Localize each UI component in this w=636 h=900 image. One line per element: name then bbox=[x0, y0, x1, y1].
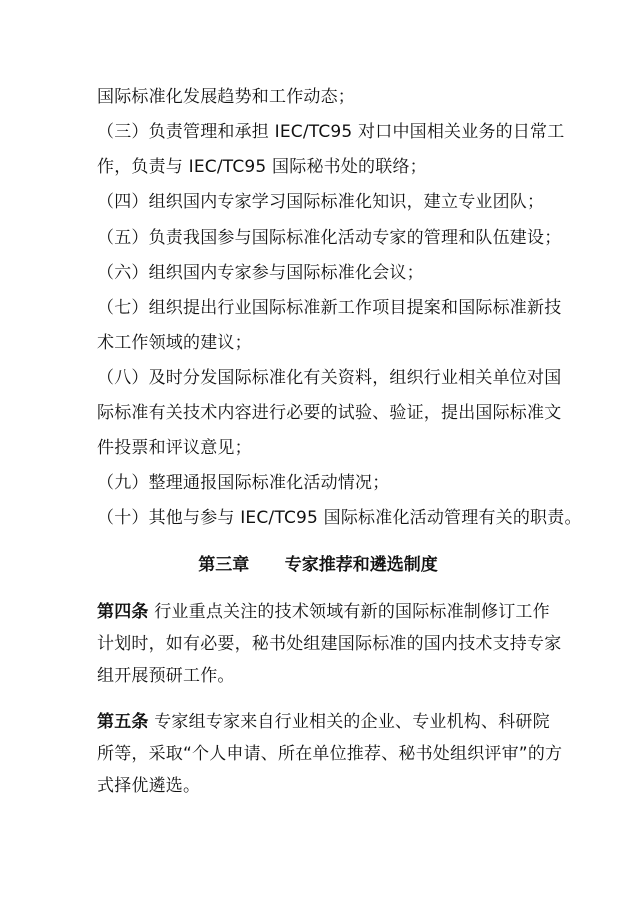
text-line-7: （七）组织提出行业国际标准新工作项目提案和国际标准新技 bbox=[97, 298, 562, 318]
article-4-label: 第四条 bbox=[97, 602, 149, 622]
article-5-line-2: 所等，采取“个人申请、所在单位推荐、秘书处组织评审”的方 bbox=[97, 744, 563, 764]
text-line-11: 件投票和评议意见； bbox=[97, 438, 252, 458]
text-line-8: 术工作领域的建议； bbox=[97, 333, 252, 353]
article-4-text-1: 行业重点关注的技术领域有新的国际标准制修订工作 bbox=[148, 602, 550, 622]
text-line-5: （五）负责我国参与国际标准化活动专家的管理和队伍建设； bbox=[97, 228, 562, 248]
text-line-6: （六）组织国内专家参与国际标准化会议； bbox=[97, 263, 424, 283]
article-4-line-1 bbox=[97, 600, 550, 624]
text-line-12: （九）整理通报国际标准化活动情况； bbox=[97, 473, 390, 493]
text-line-9: （八）及时分发国际标准化有关资料，组织行业相关单位对国 bbox=[97, 368, 562, 388]
text-line-10: 际标准有关技术内容进行必要的试验、验证，提出国际标准文 bbox=[97, 403, 562, 423]
article-5-label: 第五条 bbox=[97, 712, 149, 732]
article-5-text-1: 专家组专家来自行业相关的企业、专业机构、科研院 bbox=[148, 712, 550, 732]
text-line-4: （四）组织国内专家学习国际标准化知识，建立专业团队； bbox=[97, 192, 545, 212]
article-5-line-3: 式择优遴选。 bbox=[97, 776, 201, 796]
article-4-line-3: 组开展预研工作。 bbox=[97, 666, 235, 686]
article-5-line-1 bbox=[97, 710, 550, 734]
text-line-2: （三）负责管理和承担 IEC/TC95 对口中国相关业务的日常工 bbox=[97, 122, 565, 142]
text-line-1: 国际标准化发展趋势和工作动态； bbox=[97, 87, 355, 107]
chapter-title: 第三章 专家推荐和遴选制度 bbox=[198, 555, 438, 575]
text-line-3: 作，负责与 IEC/TC95 国际秘书处的联络； bbox=[97, 157, 427, 177]
article-4-line-2: 计划时，如有必要，秘书处组建国际标准的国内技术支持专家 bbox=[97, 634, 562, 654]
text-line-13: （十）其他与参与 IEC/TC95 国际标准化活动管理有关的职责。 bbox=[97, 508, 582, 528]
